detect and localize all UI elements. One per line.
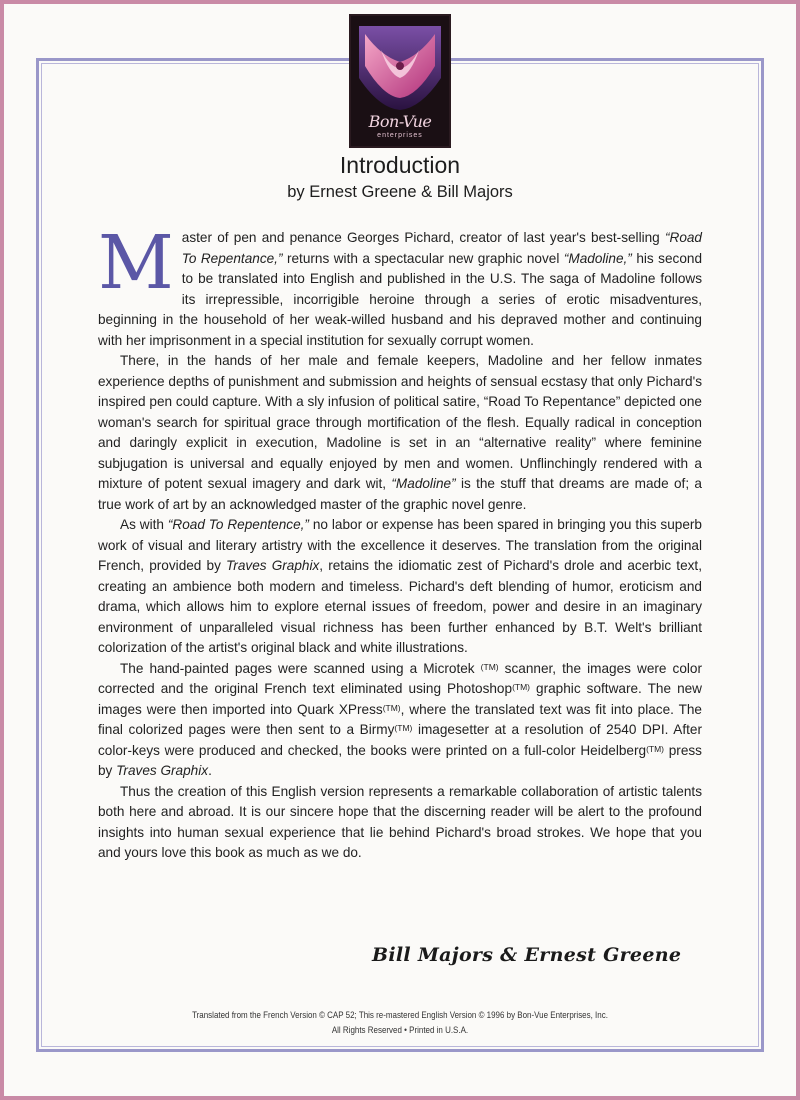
p5-text-a: Thus the creation of this English version represents a remarkable collaboration of artistic talents both here and abroad. It is our sincere hope that the discerning reader will be alert to the profound insights into human sexual experience that lie behind Pichard's broad strokes. We hope that you and yours love this book as much as we do.	[98, 783, 702, 860]
p2-text-a: There, in the hands of her male and female keepers, Madoline and her fellow inmates experience depths of punishment and submission and heights of sensual ecstasy that only Pichard's inspired pen could capture. With a sly infusion of political satire, “Road To Repentance” depicted one woman's search for spiritual grace through mortification of the flesh. Equally radical in conception and daringly explicit in execution, Madoline is set in an “alternative reality” where feminine subjugation is universal and equally enjoyed by men and women. Unflinchingly rendered with a mixture of potent sexual imagery and dark wit,	[98, 353, 702, 491]
logo-subtitle: enterprises	[377, 132, 423, 139]
page-title: Introduction	[339, 152, 461, 178]
p2-text-c: is the stuff that dreams are made of; a true work of art by an acknowledged master of the graphic novel genre.	[98, 476, 702, 512]
trademark-mark: (TM)	[512, 682, 530, 692]
p1-title-road: “Road To Repentance,”	[181, 230, 702, 266]
p1-text-c: returns with a spectacular new graphic novel	[282, 250, 564, 266]
paragraph-4	[98, 659, 702, 782]
p3-text-e: , retains the idiomatic zest of Pichard's drole and acerbic text, creating an ambience both modern and timeless. Pichard's deft blending of humor, eroticism and drama, which allows him to explore eternal issues of freedom, power and desire in an imaginary environment of unparalleled visual richness has been further enhanced by B.T. Welt's brilliant colorization of the artist's original black and white illustrations.	[98, 558, 702, 655]
body-text	[98, 220, 703, 864]
p4-text-d: , where the translated text was fit into place. The final colorized pages were then sent to a Birmy	[98, 701, 702, 737]
p4-text-c: graphic software. The new images were then imported into Quark XPress	[98, 681, 703, 717]
byline: by Ernest Greene & Bill Majors	[287, 183, 513, 201]
paragraph-1	[98, 220, 702, 351]
p4-text-h: .	[208, 763, 212, 778]
p4-text-f: press by	[98, 742, 702, 778]
p1-text-a: aster of pen and penance Georges Pichard, creator of last year's best-selling	[181, 230, 665, 245]
footer-line-2: All Rights Reserved • Printed in U.S.A.	[331, 1025, 469, 1036]
p4-text-e: imagesetter at a resolution of 2540 DPI. After color-keys were produced and checked, the books were printed on a full-color Heidelberg	[98, 722, 702, 758]
paragraph-5	[98, 782, 702, 864]
p2-title-madoline: “Madoline”	[391, 476, 456, 491]
p4-traves-graphix: Traves Graphix	[116, 763, 209, 778]
paragraph-3	[98, 515, 702, 659]
p3-title-road: “Road To Repentence,”	[167, 517, 309, 532]
trademark-mark: (TM)	[480, 661, 499, 672]
paragraph-2	[98, 351, 702, 515]
p3-text-c: no labor or expense has been spared in bringing you this superb work of visual and literary artistry with the excellence it deserves. The translation from the original French, provided by	[98, 517, 702, 573]
bon-vue-logo	[349, 14, 451, 148]
p1-title-madoline: “Madoline,”	[563, 250, 632, 266]
footer-line-1: Translated from the French Version © CAP 52; This re-mastered English Version © 1996 by Bon-Vue Enterprises, Inc.	[192, 1010, 608, 1021]
logo-wordmark: Bon-Vue	[368, 112, 432, 131]
p4-text-a: The hand-painted pages were scanned using a Microtek	[120, 660, 481, 676]
p3-text-a: As with	[120, 517, 168, 532]
copyright-footer	[64, 1008, 736, 1038]
drop-cap: M	[98, 220, 174, 306]
p3-traves-graphix: Traves Graphix	[226, 558, 320, 573]
trademark-mark: (TM)	[646, 743, 664, 754]
trademark-mark: (TM)	[382, 702, 401, 713]
signature: Bill Majors & Ernest Greene	[372, 944, 682, 966]
trademark-mark: (TM)	[394, 723, 413, 733]
p4-text-b: scanner, the images were color corrected and the original French text eliminated using Photoshop	[98, 660, 702, 696]
p1-text-e: his second to be translated into English and published in the U.S. The saga of Madoline follows its irrepressible, incorrigible heroine through a series of erotic misadventures, beginning in the household of her weak-willed husband and his depraved mother and continuing with her imprisonment in a special institution for sexually corrupt women.	[98, 250, 702, 348]
